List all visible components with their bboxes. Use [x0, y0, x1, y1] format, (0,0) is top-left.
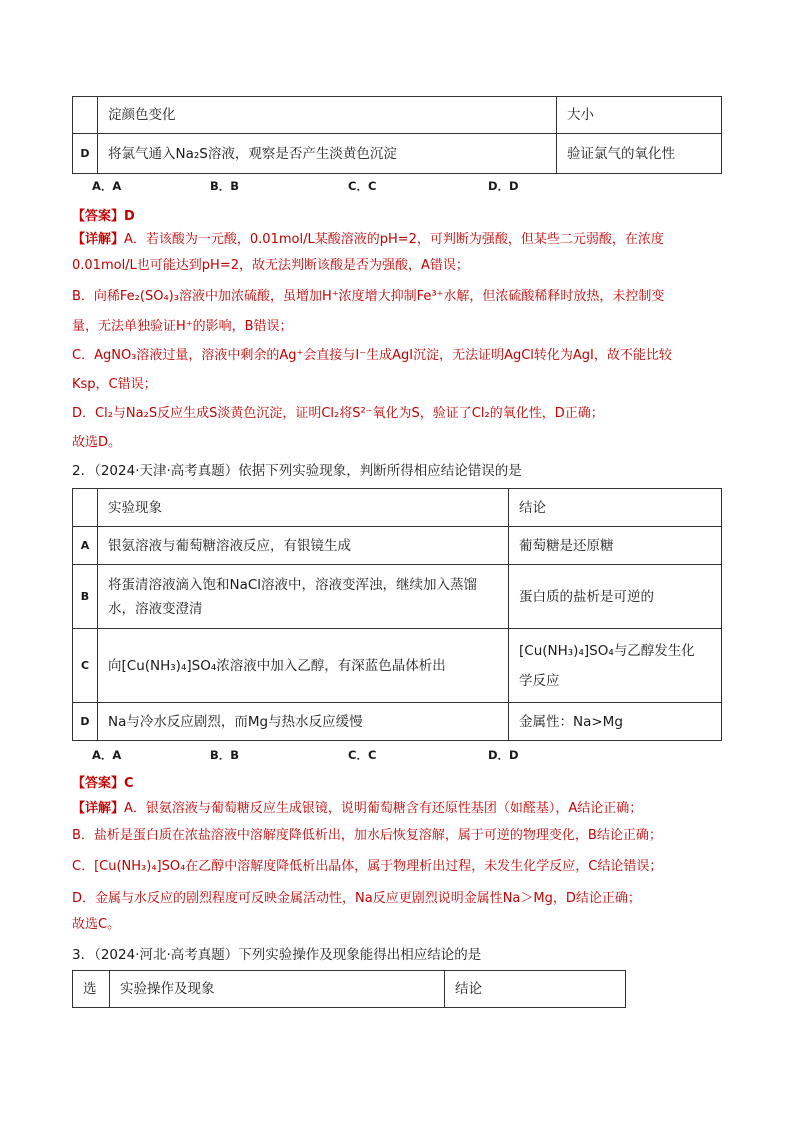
- option-c[interactable]: C．C: [348, 179, 377, 193]
- q1-explain-line-6: Ksp，C错误；: [72, 377, 157, 392]
- option-b[interactable]: B．B: [210, 748, 240, 762]
- q3-header-conclusion: 结论: [445, 971, 626, 1008]
- q1-row-label: D: [73, 134, 98, 174]
- explain-label: 【详解】: [72, 801, 125, 816]
- option-a[interactable]: A．A: [92, 179, 122, 193]
- q2-header-phenomenon: 实验现象: [98, 489, 509, 527]
- q2-row-conclusion: [509, 629, 722, 703]
- answer-value: C: [124, 776, 134, 791]
- q2-explain-line-3: C．[Cu(NH₃)₄]SO₄在乙醇中溶解度降低析出晶体，属于物理析出过程，未发生化学反应，C结论错误；: [72, 859, 663, 874]
- q2-row-label: C: [73, 629, 98, 703]
- conclusion-line-2: 学反应: [519, 672, 560, 689]
- option-a[interactable]: A．A: [92, 748, 122, 762]
- q3-header-operation: 实验操作及现象: [110, 971, 445, 1008]
- option-d[interactable]: D．D: [488, 179, 519, 193]
- q1-table: [72, 96, 722, 174]
- q1-row-label: [73, 97, 98, 134]
- phenomenon-line-1: 将蛋清溶液滴入饱和NaCl溶液中，溶液变浑浊，继续加入蒸馏: [108, 576, 478, 593]
- q2-row-conclusion: 葡萄糖是还原糖: [509, 527, 722, 565]
- answer-value: D: [124, 209, 135, 224]
- q2-header-conclusion: 结论: [509, 489, 722, 527]
- q1-explain-line-4: 量，无法单独验证H⁺的影响，B错误；: [72, 319, 293, 334]
- q1-explain-line-8: 故选D。: [72, 435, 122, 450]
- option-b[interactable]: B．B: [210, 179, 240, 193]
- q3-header-label: 选: [73, 971, 110, 1008]
- q2-row-phenomenon: Na与冷水反应剧烈，而Mg与热水反应缓慢: [98, 703, 509, 741]
- q2-header-label: [73, 489, 98, 527]
- q3-table: [72, 970, 626, 1008]
- q2-row-phenomenon: 向[Cu(NH₃)₄]SO₄浓溶液中加入乙醇，有深蓝色晶体析出: [98, 629, 509, 703]
- conclusion-line-1: [Cu(NH₃)₄]SO₄与乙醇发生化: [519, 642, 695, 659]
- q1-row-conclusion: 验证氯气的氧化性: [557, 134, 722, 174]
- q2-row-label: B: [73, 565, 98, 629]
- phenomenon-line-2: 水，溶液变澄清: [108, 600, 203, 617]
- q2-answer: [72, 772, 134, 791]
- q1-explain-line-2: 0.01mol/L也可能达到pH=2，故无法判断该酸是否为强酸，A错误；: [72, 258, 469, 273]
- q1-answer: [72, 205, 135, 224]
- option-c[interactable]: C．C: [348, 748, 377, 762]
- answer-label: 【答案】: [72, 209, 125, 224]
- q2-row-phenomenon: [98, 565, 509, 629]
- q1-row-conclusion: 大小: [557, 97, 722, 134]
- q1-row-operation: 淀颜色变化: [98, 97, 557, 134]
- q2-row-conclusion: 金属性：Na>Mg: [509, 703, 722, 741]
- q2-explain-line-2: B．盐析是蛋白质在浓盐溶液中溶解度降低析出，加水后恢复溶解，属于可逆的物理变化，B结论正确；: [72, 828, 662, 843]
- q2-explain-line-1: [72, 799, 642, 819]
- q2-explain-line-4: D．金属与水反应的剧烈程度可反映金属活动性，Na反应更剧烈说明金属性Na＞Mg，D结论正确；: [72, 891, 641, 906]
- q1-explain-line-5: C．AgNO₃溶液过量，溶液中剩余的Ag⁺会直接与I⁻生成AgI沉淀，无法证明AgCl转化为AgI，故不能比较: [72, 348, 672, 363]
- q2-title: 2．（2024·天津·高考真题）依据下列实验现象，判断所得相应结论错误的是: [72, 463, 522, 479]
- q1-explain-line-7: D．Cl₂与Na₂S反应生成S淡黄色沉淀，证明Cl₂将S²⁻氧化为S，验证了Cl₂的氧化性，D正确；: [72, 406, 604, 421]
- answer-label: 【答案】: [72, 776, 125, 791]
- q2-row-phenomenon: 银氨溶液与葡萄糖溶液反应，有银镜生成: [98, 527, 509, 565]
- q1-explain-line-1: [72, 230, 664, 250]
- q2-row-label: D: [73, 703, 98, 741]
- q2-row-label: A: [73, 527, 98, 565]
- q2-row-conclusion: 蛋白质的盐析是可逆的: [509, 565, 722, 629]
- q1-row-operation: 将氯气通入Na₂S溶液，观察是否产生淡黄色沉淀: [98, 134, 557, 174]
- q2-table: [72, 488, 722, 741]
- q2-explain-line-5: 故选C。: [72, 917, 121, 932]
- explain-text: A．若该酸为一元酸，0.01mol/L某酸溶液的pH=2，可判断为强酸，但某些二元弱酸，在浓度: [124, 232, 664, 247]
- explain-text: A．银氨溶液与葡萄糖反应生成银镜，说明葡萄糖含有还原性基团（如醛基），A结论正确；: [124, 801, 643, 816]
- option-d[interactable]: D．D: [488, 748, 519, 762]
- explain-label: 【详解】: [72, 232, 125, 247]
- q1-explain-line-3: B．向稀Fe₂(SO₄)₃溶液中加浓硫酸，虽增加H⁺浓度增大抑制Fe³⁺水解，但浓硫酸稀释时放热，未控制变: [72, 289, 665, 304]
- q3-title: 3．（2024·河北·高考真题）下列实验操作及现象能得出相应结论的是: [72, 947, 482, 963]
